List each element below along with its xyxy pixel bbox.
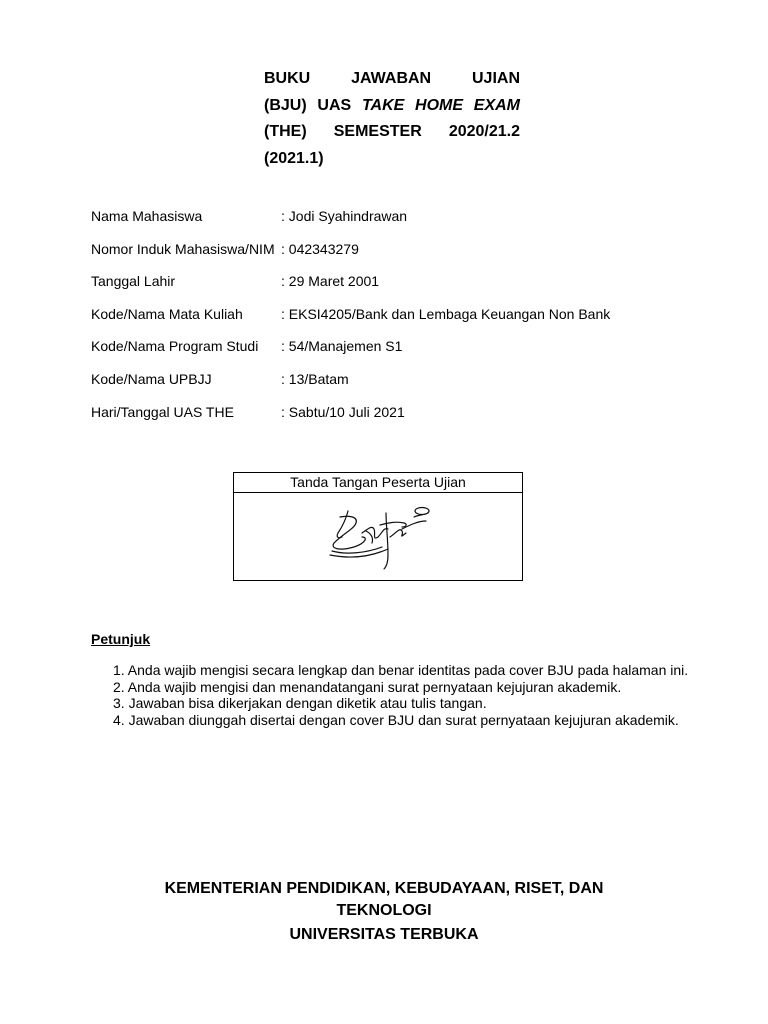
identity-value: : 54/Manajemen S1	[281, 338, 403, 355]
signature-box-header: Tanda Tangan Peserta Ujian	[234, 473, 522, 493]
institution-footer	[0, 878, 768, 946]
identity-label: Tanggal Lahir	[91, 273, 176, 290]
document-title	[264, 66, 520, 172]
identity-label: Kode/Nama Mata Kuliah	[91, 305, 243, 322]
identity-value: : 29 Maret 2001	[281, 273, 380, 290]
title-line-2-italic: TAKE HOME EXAM	[361, 96, 521, 114]
identity-value: : Jodi Syahindrawan	[281, 208, 408, 224]
identity-value: : EKSI4205/Bank dan Lembaga Keuangan Non Bank	[281, 305, 611, 322]
identity-value: : 13/Batam	[281, 370, 349, 387]
identity-value: : 042343279	[281, 240, 359, 257]
instructions-list	[113, 662, 688, 728]
instruction-item: 1. Anda wajib mengisi secara lengkap dan benar identitas pada cover BJU pada halaman ini.	[113, 662, 689, 678]
title-line-2-prefix: (BJU) UAS	[264, 96, 352, 114]
petunjuk-heading: Petunjuk	[91, 631, 151, 647]
identity-label: Hari/Tanggal UAS THE	[91, 403, 234, 420]
identity-value: : Sabtu/10 Juli 2021	[281, 403, 405, 420]
instruction-item: 4. Jawaban diunggah disertai dengan cover BJU dan surat pernyataan kejujuran akademik.	[113, 711, 679, 728]
title-line-4: (2021.1)	[264, 149, 324, 167]
title-line-2	[264, 93, 520, 120]
title-line-3: (THE) SEMESTER 2020/21.2	[264, 123, 520, 140]
footer-line-technology: TEKNOLOGI	[336, 902, 432, 919]
identity-label: Nomor Induk Mahasiswa/NIM	[91, 240, 275, 257]
title-line-1: BUKU JAWABAN UJIAN	[264, 70, 520, 87]
instruction-item: 3. Jawaban bisa dikerjakan dengan diketik atau tulis tangan.	[113, 695, 487, 711]
footer-line-university: UNIVERSITAS TERBUKA	[289, 926, 479, 943]
footer-line-ministry: KEMENTERIAN PENDIDIKAN, KEBUDAYAAN, RISET, DAN	[164, 880, 604, 897]
identity-label: Kode/Nama Program Studi	[91, 338, 259, 355]
identity-label: Kode/Nama UPBJJ	[91, 370, 212, 387]
identity-label: Nama Mahasiswa	[91, 208, 203, 224]
signature-box	[233, 472, 523, 581]
handwritten-signature	[326, 503, 436, 573]
instruction-item: 2. Anda wajib mengisi dan menandatangani surat pernyataan kejujuran akademik.	[113, 678, 622, 695]
